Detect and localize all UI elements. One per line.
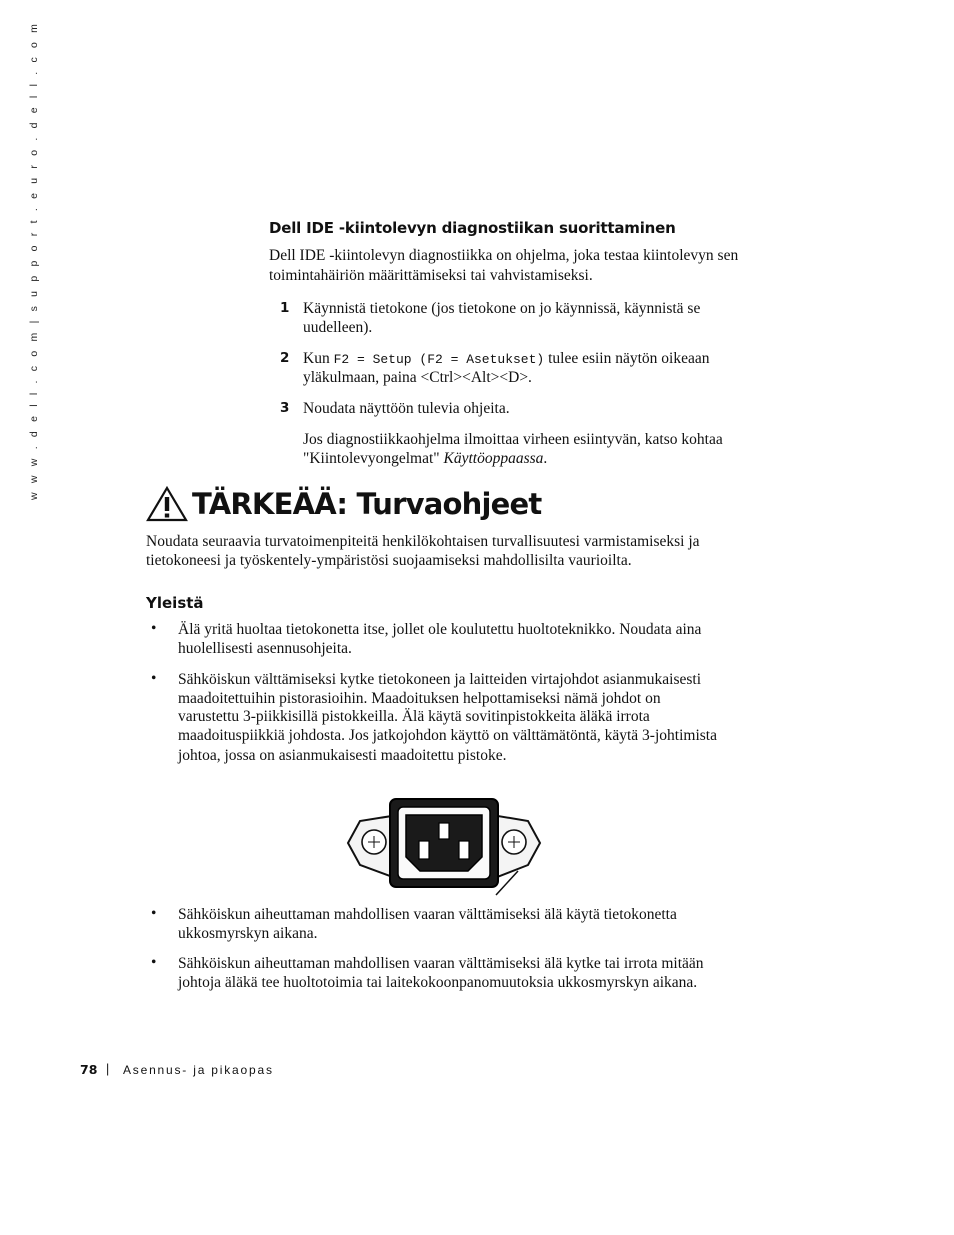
side-url: w w w . d e l l . c o m | s u p p o r t . e u r o . d e l l . c o m bbox=[28, 20, 40, 500]
diag-note-line-2 bbox=[303, 449, 547, 468]
step-2-pre: Kun bbox=[303, 350, 334, 367]
note-pre: "Kiintolevyongelmat" bbox=[303, 450, 444, 467]
bullet-2-line: Sähköiskun välttämiseksi kytke tietokoneen ja laitteiden virtajohdot asianmukaisesti bbox=[178, 671, 702, 688]
step-number: 2 bbox=[280, 350, 290, 366]
power-inlet-illustration bbox=[346, 795, 542, 899]
section-heading-diagnostics: Dell IDE -kiintolevyn diagnostiikan suorittaminen bbox=[269, 219, 676, 237]
bullet-marker: • bbox=[151, 620, 157, 637]
bullet-marker: • bbox=[151, 905, 157, 922]
bullet-2-line: varustettu 3-piikkisillä pistokkeilla. Älä käytä sovitinpistokkeita äläkä irrota bbox=[178, 708, 650, 725]
bullet-1-line: huolellisesti asennusohjeita. bbox=[178, 640, 352, 657]
step-3-line-1: Noudata näyttöön tulevia ohjeita. bbox=[303, 400, 510, 417]
bullet-4-line: johtoja äläkä tee huoltotoimia tai laitekokoonpanomuutoksia ukkosmyrskyn aikana. bbox=[178, 974, 698, 991]
step-2-line-1 bbox=[303, 349, 710, 369]
note-post: . bbox=[543, 450, 548, 467]
bullet-marker: • bbox=[151, 954, 157, 971]
step-2-post: tulee esiin näytön oikeaan bbox=[544, 350, 710, 367]
step-2-line-2: yläkulmaan, paina <Ctrl><Alt><D>. bbox=[303, 369, 532, 386]
footer-separator: | bbox=[106, 1062, 110, 1076]
safety-intro-line-1: Noudata seuraavia turvatoimenpiteitä henkilökohtaisen turvallisuutesi varmistamiseksi ja bbox=[146, 533, 700, 550]
step-1-line-2: uudelleen). bbox=[303, 319, 373, 336]
step-number: 1 bbox=[280, 300, 290, 316]
bullet-1-line: Älä yritä huoltaa tietokonetta itse, jollet ole koulutettu huoltoteknikko. Noudata aina bbox=[178, 621, 702, 638]
step-number: 3 bbox=[280, 400, 290, 416]
diag-intro-line-2: toimintahäiriön määrittämiseksi tai vahvistamiseksi. bbox=[269, 267, 593, 284]
diag-intro-line-1: Dell IDE -kiintolevyn diagnostiikka on ohjelma, joka testaa kiintolevyn sen bbox=[269, 247, 739, 264]
bullet-4-line: Sähköiskun aiheuttaman mahdollisen vaaran välttämiseksi älä kytke tai irrota mitään bbox=[178, 955, 704, 972]
page-title bbox=[146, 484, 541, 524]
subsection-heading-general: Yleistä bbox=[146, 594, 204, 612]
bullet-3-line: ukkosmyrskyn aikana. bbox=[178, 925, 318, 942]
page-number: 78 bbox=[80, 1062, 98, 1077]
note-doc-reference: Käyttöoppaassa bbox=[443, 450, 544, 467]
safety-intro-line-2: tietokoneesi ja työskentely-ympäristösi suojaamiseksi mahdollisilta vaurioilta. bbox=[146, 552, 632, 569]
bullet-2-line: maadoituspiikkiä johdosta. Jos jatkojohdon käyttö on välttämätöntä, käytä 3-johtimista bbox=[178, 727, 717, 744]
bullet-2-line: johtoa, jossa on asianmukaisesti maadoitettu pistoke. bbox=[178, 747, 507, 764]
page-title-text: TÄRKEÄÄ: Turvaohjeet bbox=[192, 487, 542, 521]
setup-key-code: F2 = Setup (F2 = Asetukset) bbox=[333, 352, 545, 367]
diag-note-line-1: Jos diagnostiikkaohjelma ilmoittaa virheen esiintyvän, katso kohtaa bbox=[303, 431, 723, 448]
footer-doc-title: Asennus- ja pikaopas bbox=[123, 1063, 274, 1077]
step-1-line-1: Käynnistä tietokone (jos tietokone on jo käynnissä, käynnistä se bbox=[303, 300, 701, 317]
warning-triangle-icon bbox=[146, 486, 188, 522]
bullet-marker: • bbox=[151, 670, 157, 687]
bullet-3-line: Sähköiskun aiheuttaman mahdollisen vaaran välttämiseksi älä käytä tietokonetta bbox=[178, 906, 677, 923]
bullet-2-line: maadoitettuihin pistorasioihin. Maadoituksen helpottamiseksi nämä johdot on bbox=[178, 690, 661, 707]
